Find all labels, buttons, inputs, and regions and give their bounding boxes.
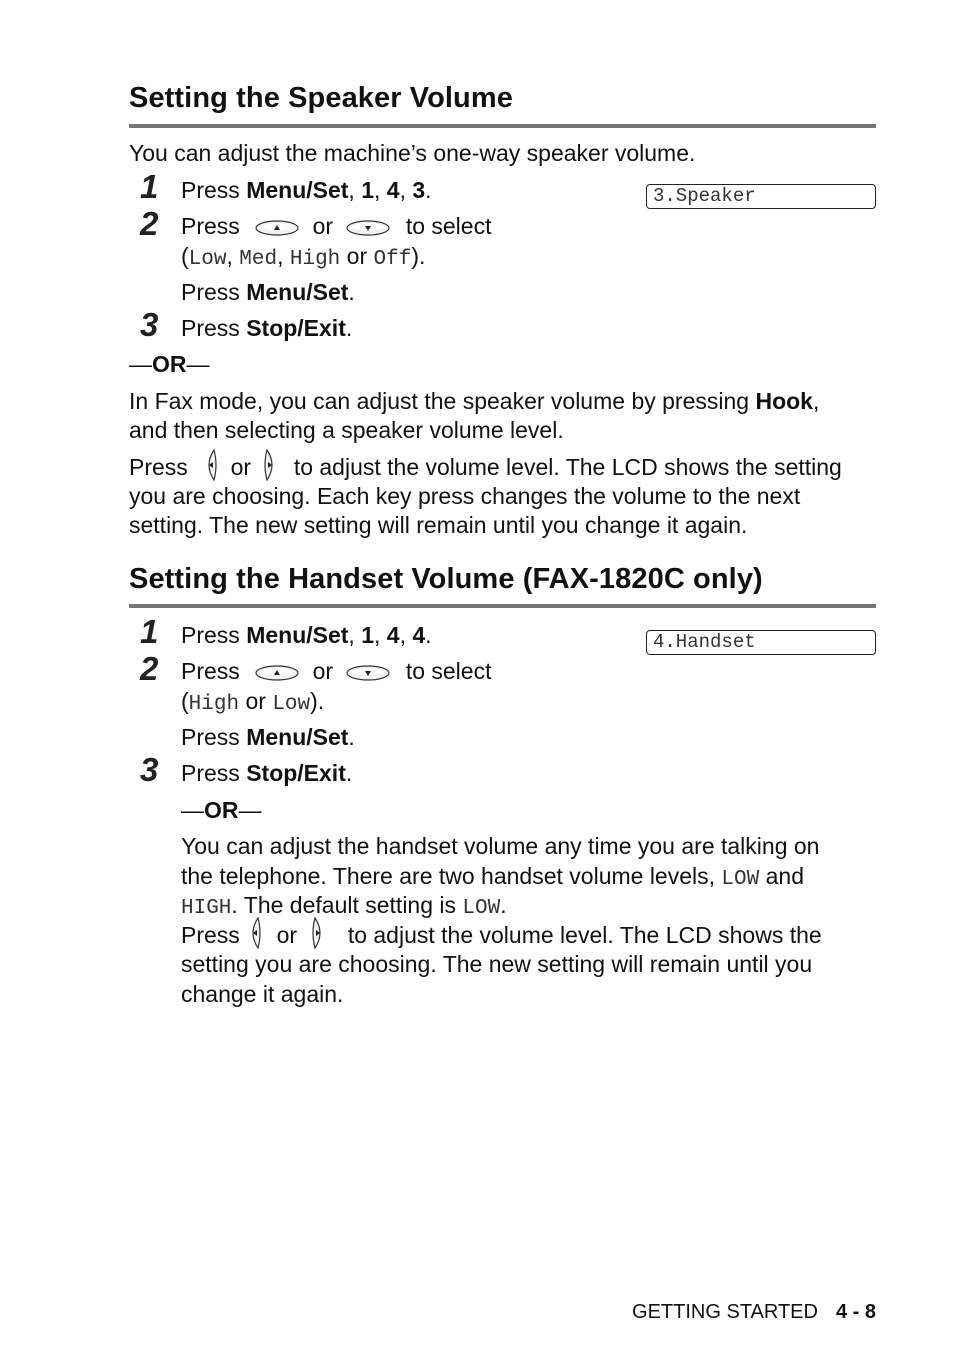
press-line-cont: you are choosing. Each key press changes the volume to the next xyxy=(129,483,801,509)
handset-para: setting you are choosing. The new setting will remain until you xyxy=(181,951,813,977)
up-arrow-key-icon xyxy=(254,219,300,237)
lcd-display-speaker: 3.Speaker xyxy=(646,184,876,209)
step-number: 2 xyxy=(140,205,159,242)
intro-text: You can adjust the machine’s one-way speaker volume. xyxy=(129,140,696,166)
page-footer xyxy=(632,1301,876,1324)
left-arrow-key-icon xyxy=(200,448,220,482)
down-arrow-key-icon xyxy=(345,664,391,682)
up-arrow-key-icon xyxy=(254,664,300,682)
step-number: 2 xyxy=(140,650,159,687)
step-text: Press Stop/Exit. xyxy=(181,315,353,341)
step-text: Press Menu/Set, 1, 4, 4. xyxy=(181,622,432,648)
fax-mode-text: In Fax mode, you can adjust the speaker volume by pressing Hook, xyxy=(129,388,820,414)
step-text: Press Menu/Set, 1, 4, 3. xyxy=(181,177,432,203)
handset-para: HIGH. The default setting is LOW. xyxy=(181,892,507,920)
right-arrow-key-icon xyxy=(261,448,281,482)
stop-exit-key-label: Stop/Exit xyxy=(246,315,346,341)
page-number: 4 - 8 xyxy=(835,1301,876,1323)
right-arrow-key-icon xyxy=(309,916,329,950)
title-rule xyxy=(129,124,876,128)
step-text: Press Menu/Set. xyxy=(181,279,355,305)
or-separator: —OR— xyxy=(181,797,262,823)
down-arrow-key-icon xyxy=(345,219,391,237)
step-text: Press Menu/Set. xyxy=(181,724,355,750)
menu-set-key-label: Menu/Set xyxy=(246,177,349,203)
handset-para: You can adjust the handset volume any time you are talking on xyxy=(181,833,820,859)
section-title-speaker: Setting the Speaker Volume xyxy=(129,82,513,114)
step-number: 1 xyxy=(140,168,159,205)
handset-para: change it again. xyxy=(181,981,344,1007)
fax-mode-text-cont: and then selecting a speaker volume level. xyxy=(129,417,564,443)
press-line: Press or to adjust the volume level. The LCD shows the setting xyxy=(129,453,842,483)
step-text: Press or to select xyxy=(181,213,492,239)
lcd-display-handset: 4.Handset xyxy=(646,630,876,655)
step-number: 3 xyxy=(140,751,159,788)
step-text: Press or to select xyxy=(181,658,492,684)
step-number: 3 xyxy=(140,306,159,343)
handset-para: Press or to adjust the volume level. The LCD shows the xyxy=(181,921,822,951)
step-options: (Low, Med, High or Off). xyxy=(181,243,426,271)
or-separator: —OR— xyxy=(129,351,210,377)
step-text: Press Stop/Exit. xyxy=(181,760,353,786)
left-arrow-key-icon xyxy=(244,916,264,950)
hook-key-label: Hook xyxy=(755,388,813,414)
step-number: 1 xyxy=(140,613,159,650)
handset-para: the telephone. There are two handset volume levels, LOW and xyxy=(181,863,804,891)
footer-section-label: GETTING STARTED xyxy=(632,1301,818,1323)
section-title-handset: Setting the Handset Volume (FAX-1820C only) xyxy=(129,563,763,595)
title-rule xyxy=(129,604,876,608)
step-options: (High or Low). xyxy=(181,688,325,716)
press-line-cont: setting. The new setting will remain until you change it again. xyxy=(129,512,748,538)
